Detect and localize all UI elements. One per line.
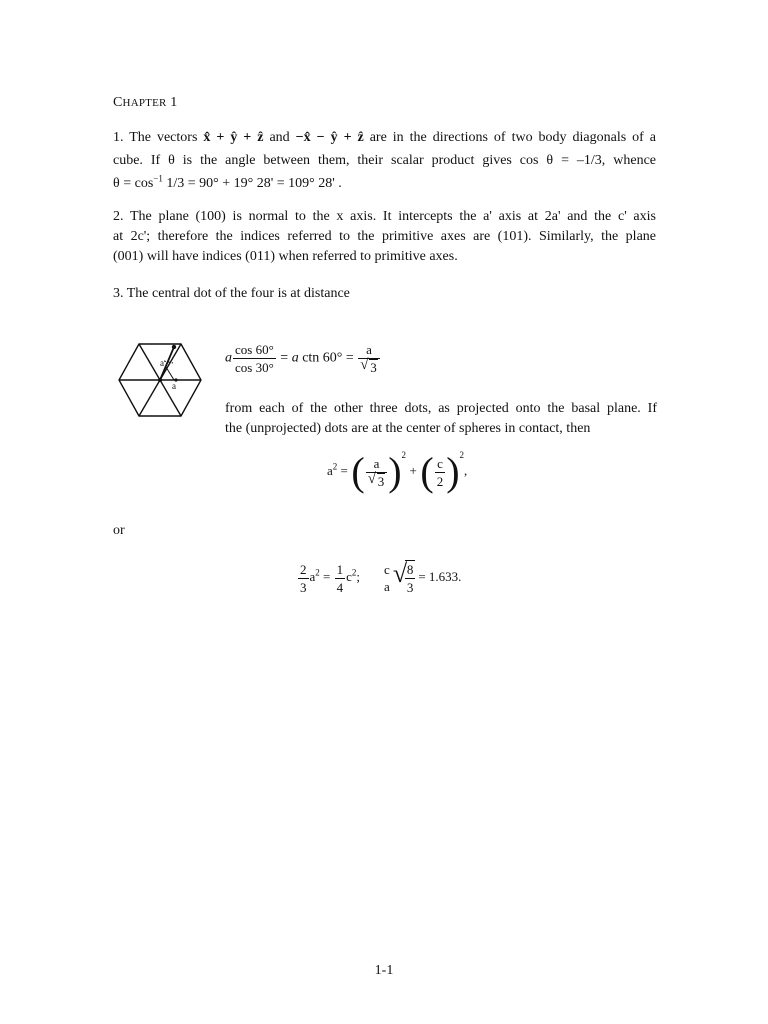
- vector-1: x̂ + ŷ + ẑ: [203, 130, 264, 145]
- eq3-frac-1: [298, 561, 309, 596]
- page-number: 1-1: [374, 963, 394, 978]
- problem-2: [113, 207, 656, 267]
- problem-2-line-3: (001) will have indices (011) when referred to primitive axes.: [113, 249, 458, 264]
- hexagon-figure: [118, 341, 202, 419]
- eq1-equals: =: [280, 350, 292, 366]
- problem-1-line-3: [113, 174, 656, 194]
- eq2-f1-den: √ 3: [367, 470, 385, 489]
- equation-3: [297, 560, 461, 596]
- inverse-sup: −1: [153, 173, 163, 184]
- eq2-exp-2: 2: [459, 449, 465, 460]
- heading-number: 1: [170, 95, 178, 110]
- eq3-result: = 1.633.: [418, 569, 462, 585]
- problem-3-line-3: the (unprojected) dots are at the center of spheres in contact, then: [225, 421, 591, 436]
- eq2-plus: +: [409, 463, 417, 479]
- eq2-f2-den: 2: [436, 473, 444, 489]
- eq2-lhs: a: [327, 463, 333, 479]
- theta-value: 1/3 = 90° + 19° 28' = 109° 28' .: [166, 176, 342, 191]
- problem-1-line-1: [113, 128, 656, 148]
- chapter-heading: [113, 93, 177, 113]
- eq2-frac-2: [435, 455, 446, 490]
- eq3-f1-num: 2: [300, 561, 307, 577]
- eq3-c: c: [346, 569, 352, 585]
- eq3-f2-num: 1: [336, 561, 344, 577]
- figure-label-2: a: [172, 381, 176, 391]
- equation-2: [327, 449, 468, 494]
- p1-line1-end: are in the directions of two body diagonals of a: [369, 130, 657, 145]
- heading-rest: HAPTER: [122, 97, 167, 109]
- eq2-comma: ,: [464, 463, 468, 479]
- problem-3-text: [225, 399, 657, 439]
- problem-1-line-2: cube. If θ is the angle between them, their scalar product gives cos θ = –1/3, whence: [113, 153, 656, 168]
- p1-intro: 1. The vectors: [113, 130, 198, 145]
- eq3-a-sup: 2: [315, 567, 320, 578]
- theta-cos: θ = cos: [113, 176, 154, 191]
- eq2-lparen-2: (: [420, 449, 434, 494]
- eq3-f2-den: 4: [336, 579, 344, 595]
- eq1-a: a: [225, 350, 232, 366]
- eq3-semicolon: ;: [356, 569, 361, 585]
- eq3-f1-den: 3: [300, 579, 307, 595]
- eq3-a: a: [309, 569, 316, 585]
- eq3-frac-2: [335, 561, 346, 596]
- figure-label: a: [160, 358, 164, 368]
- eq1-r-den-rad: 3: [370, 360, 377, 375]
- eq1-result-fraction: [358, 341, 380, 376]
- eq2-exp-1: 2: [401, 449, 407, 460]
- eq1-fraction: [233, 341, 276, 376]
- eq2-lparen-1: (: [351, 449, 365, 494]
- eq2-f2-num: c: [435, 455, 446, 473]
- eq3-r-den: 3: [406, 580, 414, 595]
- eq3-equals: =: [319, 569, 334, 585]
- eq2-lhs-sup: 2: [332, 461, 338, 472]
- eq2-equals: =: [337, 463, 348, 479]
- eq1-ctn: ctn 60° =: [298, 350, 354, 366]
- eq3-sqrt: √ $\frac{8}{3}$: [392, 559, 414, 595]
- eq1-r-num: a: [358, 341, 380, 359]
- or-text: or: [113, 523, 125, 538]
- problem-3-line-1: 3. The central dot of the four is at distance: [113, 286, 350, 301]
- eq2-f1-num: a: [366, 455, 388, 473]
- problem-1: [113, 128, 656, 194]
- eq2-frac-1: [366, 455, 388, 490]
- eq1-num: cos 60°: [235, 342, 274, 357]
- eq1-den: cos 30°: [235, 360, 274, 375]
- eq3-r-num: 8: [406, 562, 414, 577]
- p1-and: and: [269, 130, 290, 145]
- eq1-a2: a: [291, 350, 299, 366]
- problem-3-line-2: from each of the other three dots, as projected onto the basal plane. If: [225, 401, 657, 416]
- eq2-rparen-1: ): [388, 449, 402, 494]
- equation-1: [225, 341, 381, 376]
- problem-2-line-2: at 2c'; therefore the indices referred to the primitive axes are (101). Similarly, the plane: [113, 229, 656, 244]
- eq2-f1-den-rad: 3: [377, 473, 385, 489]
- hexagon-diagram: [118, 341, 202, 419]
- eq3-frac-3: [382, 561, 392, 595]
- eq3-f3-den: a: [384, 579, 390, 594]
- eq3-f3-num: c: [384, 562, 390, 577]
- eq3-c-sup: 2: [351, 567, 357, 578]
- problem-2-line-1: 2. The plane (100) is normal to the x axis. It intercepts the a' axis at 2a' and the c' axis: [113, 209, 656, 224]
- vector-2: −x̂ − ŷ + ẑ: [295, 130, 364, 145]
- heading-initial: C: [113, 95, 123, 110]
- eq2-rparen-2: ): [446, 449, 460, 494]
- eq1-r-den: √ 3: [360, 357, 377, 375]
